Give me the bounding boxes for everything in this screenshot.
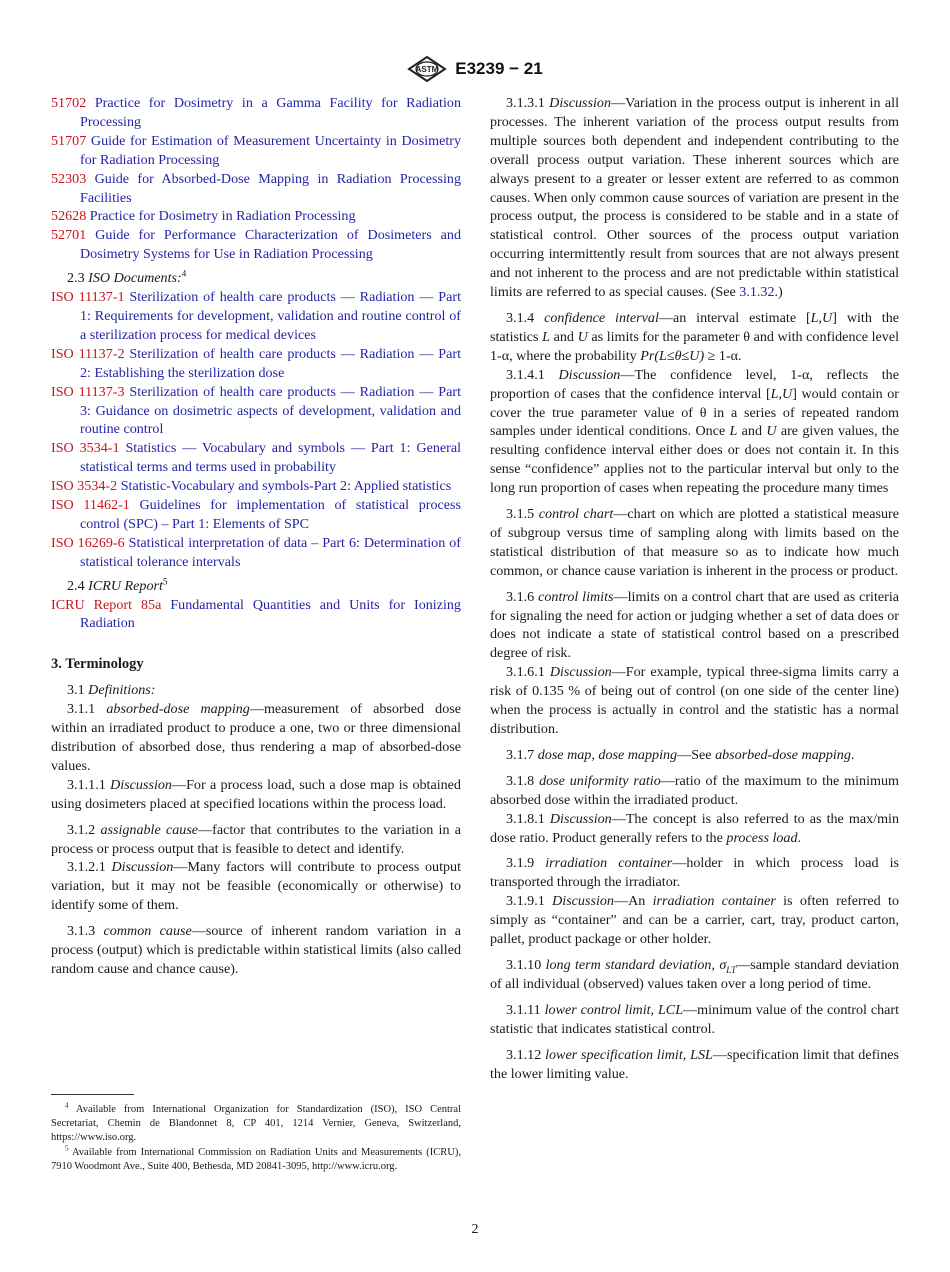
reference-item[interactable]: 52701 Guide for Performance Characterization of Dosimeters and Dosimetry Systems for Use in Radiation Processing — [51, 227, 462, 263]
discussion-paragraph: 3.1.9.1 Discussion—An irradiation container is often referred to simply as “container” and can be a carrier, cart, tray, product carton, pallet, product package or other holder. — [490, 893, 899, 948]
reference-item[interactable]: ISO 3534-1 Statistics — Vocabulary and symbols — Part 1: General statistical terms and terms used in probability — [51, 440, 461, 476]
left-column — [51, 94, 461, 979]
definition-paragraph: 3.1.9 irradiation container—holder in which process load is transported through the irradiator. — [490, 855, 899, 891]
section-heading: 3. Terminology — [51, 656, 144, 673]
discussion-paragraph: 3.1.4.1 Discussion—The confidence level, 1-α, reflects the proportion of cases that the confidence interval [L,U] would contain or cover the true parameter value of θ in a series of repeated random samples under identical conditions. Once L and U are given values, the resulting confidence interval either does or does not contain it. In this sense “confidence” applies not to the particular interval but only to the long run proportion of cases when repeating the procedure many times — [490, 366, 899, 497]
footnotes — [51, 1103, 461, 1175]
definition-paragraph: 3.1.5 control chart—chart on which are plotted a statistical measure of subgroup versus time of sampling along with limits based on the statistical distribution of that measure so as to indicate how much common, or chance cause variation is inherent in the process or product. — [490, 506, 899, 579]
reference-item[interactable]: ISO 11137-3 Sterilization of health care products — Radiation — Part 3: Guidance on dosimetric aspects of development, validation and routine control — [51, 383, 461, 438]
reference-item[interactable]: ISO 11462-1 Guidelines for implementation of statistical process control (SPC) – Part 1: Elements of SPC — [51, 497, 461, 532]
definition-paragraph: 3.1.2 assignable cause—factor that contributes to the variation in a process or process output that is feasible to detect and identify. — [51, 821, 461, 857]
definition-paragraph: 3.1 Definitions: — [67, 682, 156, 699]
definition-paragraph: 3.1.12 lower specification limit, LSL—specification limit that defines the lower limiting value. — [490, 1046, 899, 1082]
definition-paragraph: 3.1.7 dose map, dose mapping—See absorbed-dose mapping. — [506, 746, 855, 763]
cross-reference-link[interactable]: 3.1.32 — [739, 284, 775, 301]
reference-item[interactable]: 51702 Practice for Dosimetry in a Gamma Facility for Radiation Processing — [51, 95, 461, 130]
iso-documents-heading: 2.3 ISO Documents:$^4$ — [67, 268, 187, 287]
footnote-divider — [51, 1094, 134, 1095]
reference-item[interactable]: ISO 11137-2 Sterilization of health care products — Radiation — Part 2: Establishing the sterilization dose — [51, 345, 461, 381]
reference-item[interactable]: ISO 16269-6 Statistical interpretation of data – Part 6: Determination of statistical tolerance intervals — [51, 534, 461, 570]
definition-paragraph: 3.1.1 absorbed-dose mapping—measurement of absorbed dose within an irradiated product to produce a one, two or three dimensional distribution of absorbed dose, thus rendering a map of absorbed-dose values. — [51, 701, 462, 774]
page-header — [0, 56, 950, 84]
discussion-paragraph: 3.1.1.1 Discussion—For a process load, such a dose map is obtained using dosimeters placed at specified locations within the process load. — [51, 776, 461, 812]
discussion-paragraph: 3.1.3.1 Discussion—Variation in the process output is inherent in all processes. The inherent variation of the process output results from multiple sources both dependent and independent contributing to the overall process output variation. These inherent sources which are always present to a greater or lesser extent are referred to as common causes. When only common cause sources of variation are present in the process output, the process is considered to be stable and in a state of statistical control. Other sources of the process output variation occurring intermittently result from sources that are not always present and not inherent to the process and are not predictable within statistical limits are referred to as special causes. (See 3.1.32.) — [490, 95, 899, 301]
iso-reference-list — [51, 288, 461, 572]
astm-reference-list — [51, 94, 461, 264]
reference-item[interactable]: ISO 11137-1 Sterilization of health care products — Radiation — Part 1: Requirements for development, validation and routine control of a sterilization process for medical devices — [51, 289, 461, 343]
discussion-paragraph: 3.1.8.1 Discussion—The concept is also referred to as the max/min dose ratio. Product generally refers to the process load. — [490, 810, 899, 846]
reference-item[interactable]: 52628 Practice for Dosimetry in Radiation Processing — [51, 208, 356, 225]
definition-paragraph: 3.1.6 control limits—limits on a control chart that are used as criteria for signaling the need for action or judging whether a set of data does or does not indicate a state of statistical control based on a prescribed degree of risk. — [490, 588, 900, 662]
definition-paragraph: 3.1.3 common cause—source of inherent random variation in a process (output) which is predictable within statistical limits (also called random cause and chance cause). — [51, 923, 462, 977]
icru-report-heading: 2.4 ICRU Report$^5$ — [67, 575, 168, 594]
right-column — [490, 94, 899, 1083]
discussion-paragraph: 3.1.6.1 Discussion—For example, typical three-sigma limits carry a risk of 0.135 % of being out of control (on one side of the center line) when the process is actually in control and the statistic has a normal distribution. — [490, 664, 900, 737]
astm-logo-icon — [407, 56, 447, 82]
standard-designation: E3239 − 21 — [455, 59, 543, 78]
footnote: $^5$ Available from International Commission on Radiation Units and Measurements (ICRU), 7910 Woodmont Ave., Suite 400, Bethesda, MD 20841-3095, http://www.icru.org. — [51, 1144, 461, 1172]
discussion-paragraph: 3.1.2.1 Discussion—Many factors will contribute to process output variation, but it may not be feasible (economically or otherwise) to identify some of them. — [51, 859, 461, 914]
reference-item[interactable]: 52303 Guide for Absorbed-Dose Mapping in Radiation Processing Facilities — [51, 170, 461, 206]
reference-item[interactable]: ICRU Report 85a Fundamental Quantities and Units for Ionizing Radiation — [51, 596, 461, 632]
footnote: $^4$ Available from International Organization for Standardization (ISO), ISO Central Secretariat, Chemin de Blandonnet 8, CP 401, 1214 Vernier, Geneva, Switzerland, https://www.iso.org. — [51, 1101, 461, 1143]
logo-text: ASTM — [415, 65, 439, 74]
definition-paragraph: 3.1.8 dose uniformity ratio—ratio of the maximum to the minimum absorbed dose within the irradiated product. — [490, 772, 899, 808]
icru-reference-list — [51, 596, 461, 634]
definition-paragraph: 3.1.4 confidence interval—an interval estimate [L,U] with the statistics L and U as limits for the parameter θ and with confidence level 1-α, where the probability Pr(L≤θ≤U) ≥ 1-α. — [490, 309, 899, 364]
page-number: 2 — [471, 1222, 479, 1237]
reference-item[interactable]: ISO 3534-2 Statistic-Vocabulary and symbols-Part 2: Applied statistics — [51, 478, 452, 495]
reference-item[interactable]: 51707 Guide for Estimation of Measurement Uncertainty in Dosimetry for Radiation Processing — [51, 132, 461, 168]
definition-paragraph: 3.1.11 lower control limit, LCL—minimum value of the control chart statistic that indicates statistical control. — [490, 1001, 899, 1037]
definition-paragraph: 3.1.10 long term standard deviation, $\sigma_{LT}—sample$ standard deviation of all individual (observed) values taken over a long period of time. — [490, 956, 899, 992]
